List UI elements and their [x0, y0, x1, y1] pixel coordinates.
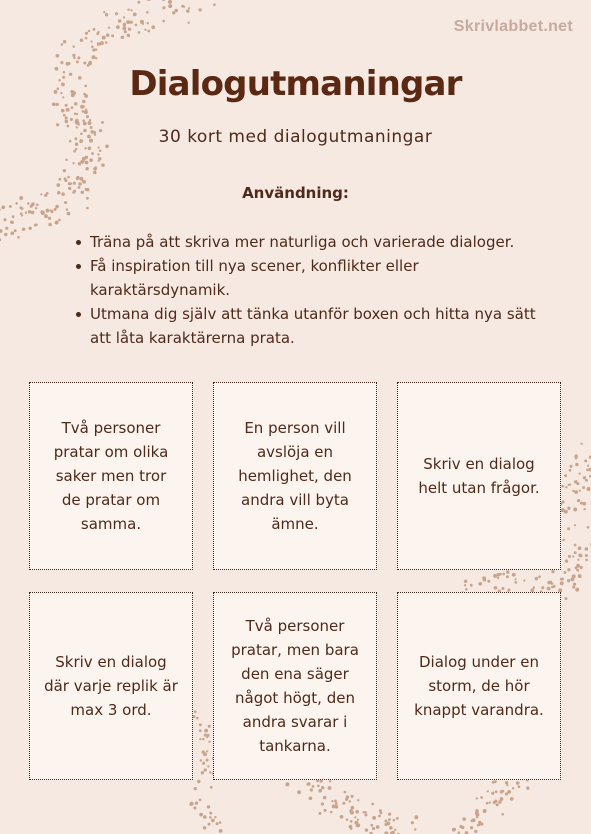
- prompt-card: [29, 382, 193, 570]
- prompt-card: [29, 592, 193, 780]
- prompt-card: [397, 592, 561, 780]
- prompt-card-text: Två personer pratar om olika saker men tror de pratar om samma.: [53, 419, 169, 533]
- page-subtitle: 30 kort med dialogutmaningar: [158, 127, 433, 147]
- prompt-card-text: En person vill avslöja en hemlighet, den andra vill byta ämne.: [238, 419, 352, 533]
- prompt-card-text: Dialog under en storm, de hör knappt varandra.: [414, 653, 544, 719]
- page-title: Dialogutmaningar: [129, 64, 462, 104]
- prompt-card-text: Skriv en dialog där varje replik är max 3 ord.: [44, 653, 178, 719]
- usage-list: [74, 230, 550, 350]
- usage-item: Få inspiration till nya scener, konflikter eller karaktärsdynamik.: [90, 254, 550, 302]
- prompt-card-text: Skriv en dialog helt utan frågor.: [418, 455, 540, 497]
- usage-heading: Användning:: [242, 184, 349, 202]
- prompt-card: [397, 382, 561, 570]
- site-name: Skrivlabbet.net: [453, 18, 573, 35]
- prompt-card-text: Två personer pratar, men bara den ena säger något högt, den andra svarar i tankarna.: [231, 617, 359, 755]
- prompt-card: [213, 382, 377, 570]
- usage-item: Utmana dig själv att tänka utanför boxen och hitta nya sätt att låta karaktärerna prata.: [90, 302, 550, 350]
- prompt-card: [213, 592, 377, 780]
- usage-item: Träna på att skriva mer naturliga och varierade dialoger.: [90, 230, 550, 254]
